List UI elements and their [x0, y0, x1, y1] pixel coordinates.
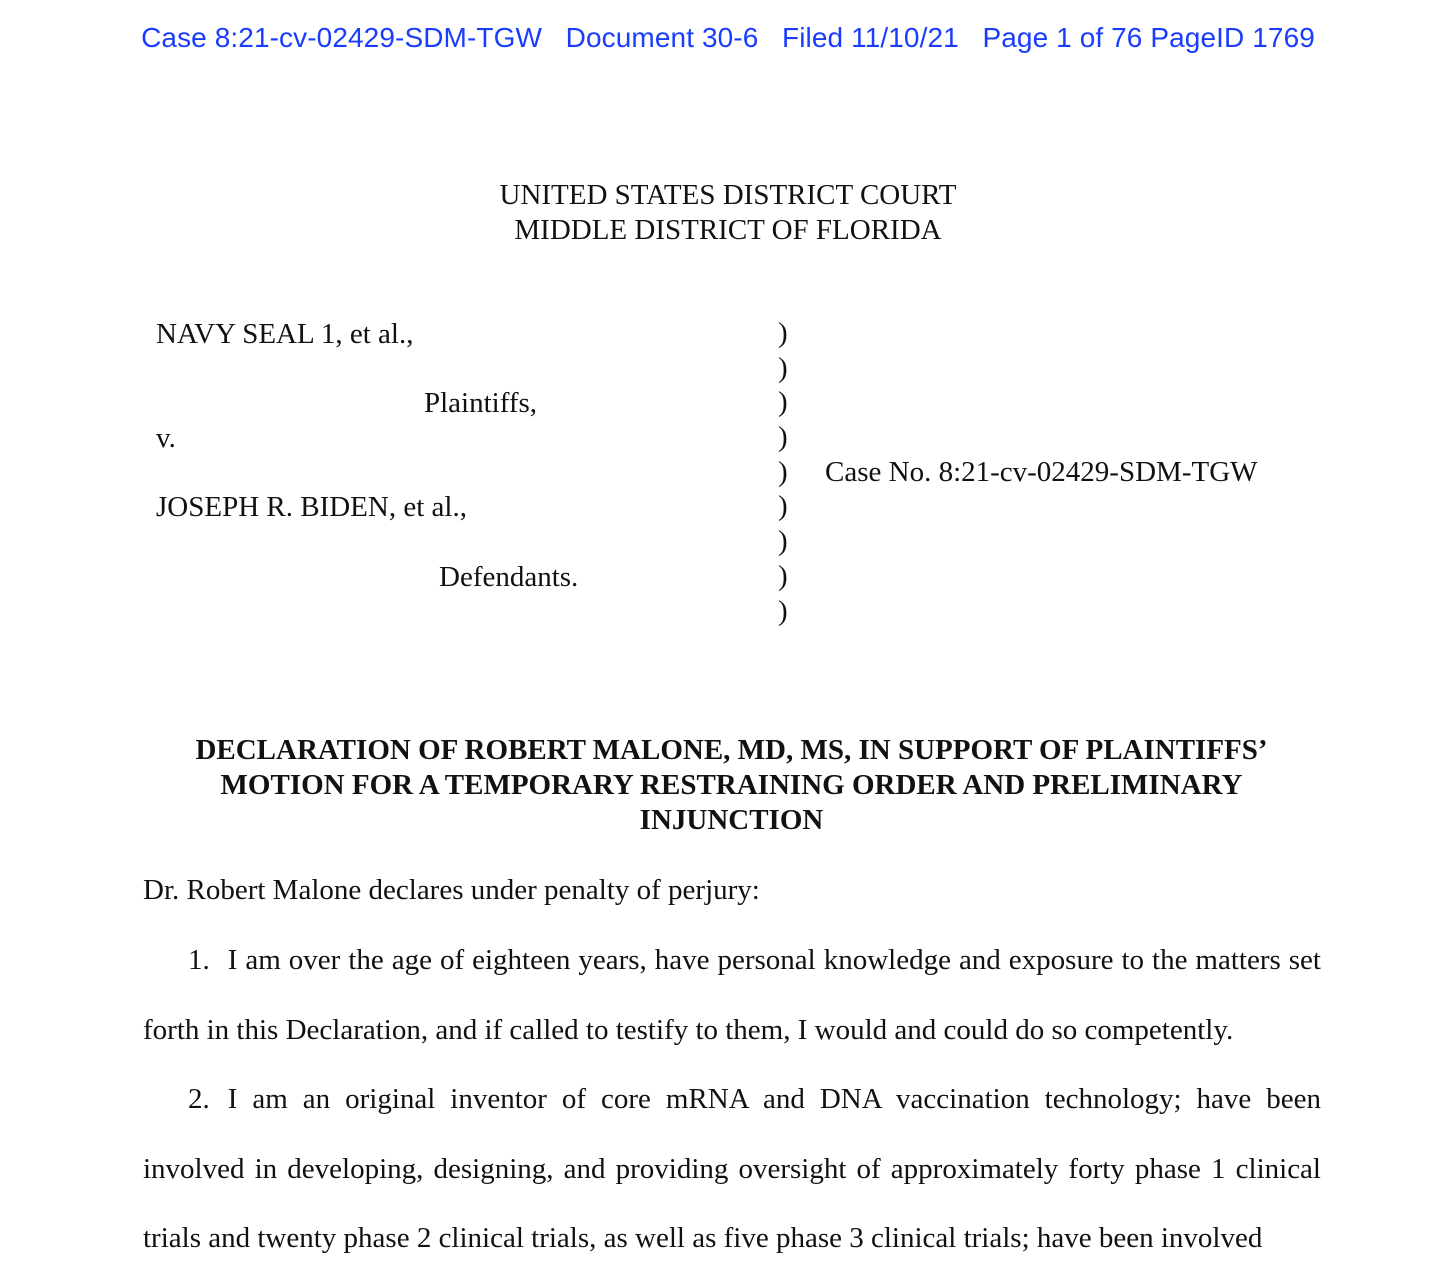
- caption-paren: ): [778, 455, 788, 488]
- paragraph-text: I am over the age of eighteen years, have personal knowledge and exposure to the matters set forth in this Declaration, and if called to testify to them, I would and could do so competently.: [143, 944, 1321, 1046]
- title-line: DECLARATION OF ROBERT MALONE, MD, MS, IN SUPPORT OF PLAINTIFFS’: [195, 734, 1268, 766]
- title-line: MOTION FOR A TEMPORARY RESTRAINING ORDER AND PRELIMINARY: [220, 769, 1243, 801]
- caption-paren: ): [778, 525, 788, 558]
- caption-divider: [778, 316, 788, 628]
- filing-header: [0, 22, 1456, 54]
- defendant-name: JOSEPH R. BIDEN, et al.,: [156, 491, 467, 523]
- header-document-number: Document 30-6: [565, 22, 759, 53]
- declaration-intro: Dr. Robert Malone declares under penalty of perjury:: [143, 874, 760, 906]
- paragraph-text: I am an original inventor of core mRNA and DNA vaccination technology; have been involved in developing, designing, and providing oversight of approximately forty phase 1 clinical trials and twenty phase 2 clinical trials, as well as five phase 3 clinical trials; have been involved: [143, 1083, 1321, 1254]
- caption-paren: ): [778, 490, 788, 523]
- defendants-label: Defendants.: [439, 561, 579, 593]
- caption-paren: ): [778, 317, 788, 349]
- paragraph: [143, 926, 1321, 1065]
- paragraph-number: 2.: [188, 1083, 210, 1115]
- caption-paren: ): [778, 594, 788, 627]
- court-district: MIDDLE DISTRICT OF FLORIDA: [514, 214, 942, 246]
- header-case-number: Case 8:21-cv-02429-SDM-TGW: [141, 22, 543, 53]
- header-filed-date: Filed 11/10/21: [782, 22, 959, 53]
- caption-paren: ): [778, 559, 788, 592]
- caption-paren: ): [778, 351, 788, 384]
- court-name: UNITED STATES DISTRICT COURT: [499, 179, 957, 211]
- plaintiff-name: NAVY SEAL 1, et al.,: [156, 318, 414, 350]
- declaration-title: [140, 733, 1323, 838]
- title-line: INJUNCTION: [639, 804, 824, 836]
- court-heading: [0, 178, 1456, 248]
- paragraph: [143, 1065, 1321, 1274]
- versus-label: v.: [156, 422, 176, 454]
- header-page-id: Page 1 of 76 PageID 1769: [982, 22, 1315, 53]
- declaration-paragraphs: [143, 926, 1321, 1274]
- plaintiffs-label: Plaintiffs,: [424, 387, 538, 419]
- case-number: Case No. 8:21-cv-02429-SDM-TGW: [825, 456, 1258, 488]
- caption-paren: ): [778, 386, 788, 419]
- caption-paren: ): [778, 421, 788, 454]
- paragraph-number: 1.: [188, 944, 210, 976]
